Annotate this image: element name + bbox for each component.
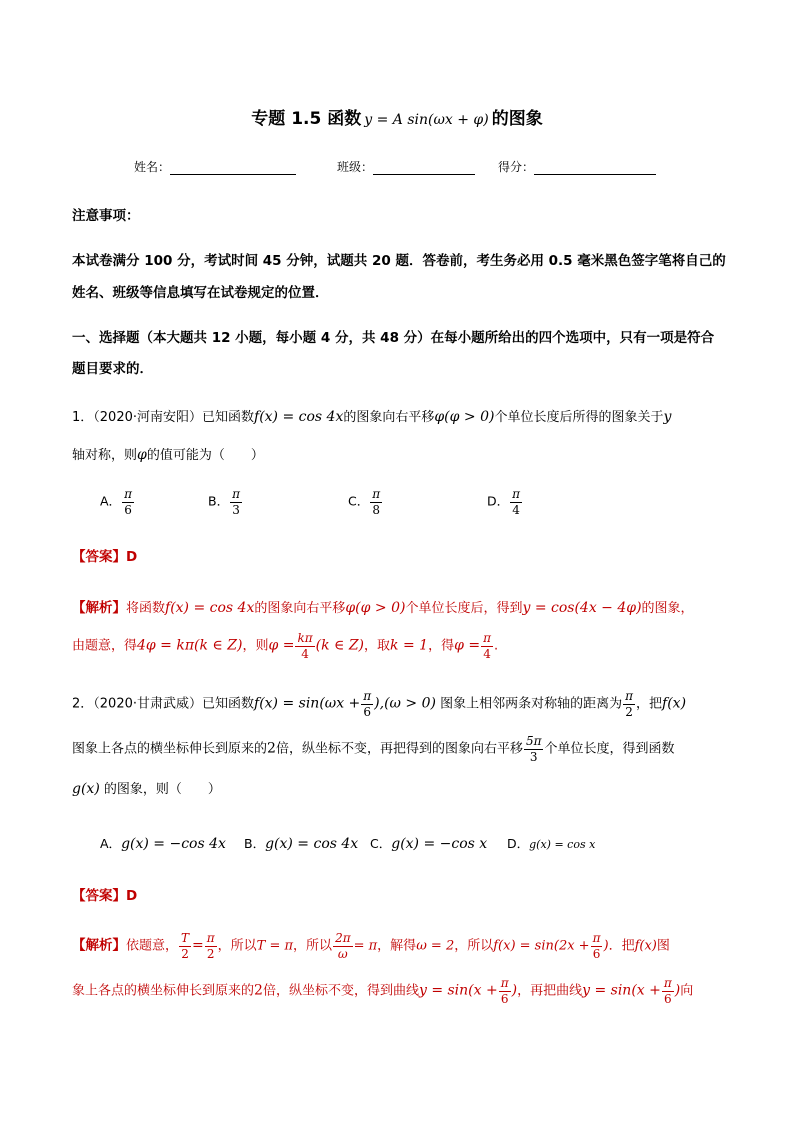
analysis-text: ，得 xyxy=(428,638,455,654)
frac-den: 6 xyxy=(592,946,601,961)
q2-formula: f(x) xyxy=(662,695,687,712)
q1-stem-line-1 xyxy=(72,406,671,425)
frac-num: π xyxy=(512,487,521,501)
frac-num: π xyxy=(483,631,491,645)
q2-text: ，把 xyxy=(636,696,663,712)
q1-option-b[interactable] xyxy=(208,488,243,516)
option-label: D． xyxy=(507,836,530,851)
analysis-formula: y = sin(x + xyxy=(582,982,661,999)
analysis-label: 【解析】 xyxy=(72,600,126,616)
frac-den: 4 xyxy=(301,646,309,661)
q1-source: （2020·河南安阳） xyxy=(93,410,202,425)
q2-formula: 2 xyxy=(267,740,276,757)
analysis-formula: k = 1 xyxy=(390,637,429,654)
class-blank[interactable] xyxy=(373,160,475,175)
analysis-formula: φ(φ > 0) xyxy=(345,600,406,616)
q1-text: 的值可能为（ ） xyxy=(146,448,264,463)
q2-formula: f(x) = sin(ωx + xyxy=(254,695,361,712)
section-heading-line-2: 题目要求的． xyxy=(72,361,153,377)
q2-text: 倍，纵坐标不变，再把得到的图象向右平移 xyxy=(275,741,523,757)
q1-formula-phi: φ(φ > 0) xyxy=(434,409,495,425)
q2-fraction xyxy=(524,735,544,763)
frac-den: 8 xyxy=(372,502,380,517)
frac-num: π xyxy=(232,487,240,501)
section-heading-line-1: 一、选择题（本大题共 12 小题，每小题 4 分，共 48 分）在每小题所给出的四个选项中，只有一项是符合 xyxy=(72,330,715,346)
analysis-fraction xyxy=(591,932,603,960)
analysis-text: 的图象向右平移 xyxy=(254,601,346,616)
analysis-label: 【解析】 xyxy=(72,937,126,954)
q1-formula-f: f(x) = cos 4x xyxy=(254,409,344,425)
notice-heading: 注意事项： xyxy=(72,208,140,224)
q2-option-d[interactable] xyxy=(507,834,595,852)
q2-analysis-line-1 xyxy=(72,932,670,960)
analysis-text: 的图象， xyxy=(641,601,694,616)
analysis-formula: f(x) xyxy=(634,938,657,954)
answer-value: D xyxy=(126,549,138,565)
frac-num: π xyxy=(372,487,381,501)
q2-formula: g(x) xyxy=(72,781,100,797)
frac-den: 4 xyxy=(512,502,520,517)
analysis-formula: 2 xyxy=(254,982,263,999)
analysis-formula: = π xyxy=(353,938,378,954)
analysis-text: . xyxy=(493,638,499,654)
q1-answer xyxy=(72,545,137,565)
score-field xyxy=(498,158,656,175)
option-label: B． xyxy=(208,493,230,509)
q1-analysis-line-2 xyxy=(72,632,498,660)
q2-answer xyxy=(72,884,137,904)
q1-text: 已知函数 xyxy=(202,410,255,425)
analysis-fraction xyxy=(205,932,217,960)
option-fraction xyxy=(370,488,382,516)
analysis-formula: φ = xyxy=(268,637,295,654)
q1-option-d[interactable] xyxy=(487,488,523,516)
analysis-text: ，则 xyxy=(242,638,269,654)
q1-formula-phi2: φ xyxy=(137,447,147,463)
q2-fraction xyxy=(623,690,635,718)
analysis-text: 象上各点的横坐标伸长到原来的 xyxy=(72,983,255,999)
score-blank[interactable] xyxy=(534,160,656,175)
analysis-formula: 4φ = kπ(k ∈ Z) xyxy=(137,637,243,654)
q2-stem-line-3 xyxy=(72,778,221,797)
analysis-text: ．把 xyxy=(608,938,635,954)
name-field xyxy=(134,158,296,175)
q2-number: 2． xyxy=(72,696,94,712)
option-label: D． xyxy=(487,493,510,509)
q1-analysis-line-1 xyxy=(72,596,694,616)
frac-num: T xyxy=(181,931,190,945)
frac-den: 2 xyxy=(181,946,189,961)
analysis-text: ，所以 xyxy=(217,938,257,954)
analysis-text: 由题意，得 xyxy=(72,638,138,654)
frac-den: 2 xyxy=(206,946,215,961)
q1-text: 的图象向右平移 xyxy=(343,410,435,425)
q2-analysis-line-2 xyxy=(72,977,693,1005)
analysis-text: ，取 xyxy=(364,638,391,654)
option-formula: g(x) = cos 4x xyxy=(265,836,359,852)
frac-den: 6 xyxy=(500,991,509,1006)
analysis-text: 将函数 xyxy=(126,601,166,616)
frac-den: ω xyxy=(337,946,348,961)
q2-stem-line-1 xyxy=(72,690,686,718)
title-prefix: 专题 1.5 函数 xyxy=(251,109,362,129)
analysis-text: 图 xyxy=(656,938,670,954)
analysis-text: 向 xyxy=(680,983,694,999)
notice-line-1: 本试卷满分 100 分，考试时间 45 分钟，试题共 20 题．答卷前，考生务必用 0.5 毫米黑色签字笔将自己的 xyxy=(72,253,726,269)
analysis-formula: ) xyxy=(603,938,609,954)
analysis-formula: f(x) = cos 4x xyxy=(165,600,255,616)
q1-option-a[interactable] xyxy=(100,488,135,516)
q1-number: 1． xyxy=(72,410,94,425)
title-formula: y = A sin(ωx + φ) xyxy=(364,112,489,128)
q2-text: 的图象，则（ ） xyxy=(103,782,221,797)
q2-stem-line-2 xyxy=(72,735,675,763)
option-label: C． xyxy=(370,836,392,851)
analysis-formula: ) xyxy=(674,982,681,999)
name-blank[interactable] xyxy=(170,160,296,175)
analysis-text: ，解得 xyxy=(377,938,417,954)
class-label: 班级： xyxy=(337,160,374,174)
analysis-text: 个单位长度后，得到 xyxy=(405,601,523,616)
option-formula: g(x) = cos x xyxy=(529,838,596,851)
analysis-formula: y = cos(4x − 4φ) xyxy=(522,600,642,616)
frac-num: π xyxy=(500,976,509,990)
analysis-fraction xyxy=(481,632,493,660)
option-label: B． xyxy=(244,836,266,851)
analysis-formula: y = sin(x + xyxy=(418,982,498,999)
q2-source: （2020·甘肃武威） xyxy=(93,696,202,712)
analysis-text: 依题意， xyxy=(126,938,179,954)
frac-num: π xyxy=(625,689,634,703)
analysis-fraction xyxy=(333,932,353,960)
frac-num: kπ xyxy=(297,631,313,645)
page-title xyxy=(0,104,794,129)
q2-option-b[interactable] xyxy=(244,834,358,852)
title-suffix: 的图象 xyxy=(491,109,543,129)
frac-num: π xyxy=(206,931,215,945)
analysis-text: 倍，纵坐标不变，得到曲线 xyxy=(262,983,419,999)
analysis-fraction xyxy=(295,632,314,660)
analysis-text: ，所以 xyxy=(293,938,333,954)
option-fraction xyxy=(122,488,134,516)
analysis-formula: ) xyxy=(511,982,518,999)
frac-num: π xyxy=(663,976,672,990)
analysis-formula: (k ∈ Z) xyxy=(315,637,365,654)
score-label: 得分： xyxy=(498,160,535,174)
q1-stem-line-2 xyxy=(72,444,264,463)
frac-den: 4 xyxy=(483,646,491,661)
frac-den: 2 xyxy=(625,704,633,719)
frac-num: π xyxy=(363,689,372,703)
analysis-text: ，再把曲线 xyxy=(517,983,583,999)
answer-value: D xyxy=(126,888,138,904)
q2-fraction xyxy=(361,690,373,718)
analysis-formula: = xyxy=(192,937,204,954)
q2-text: 图象上各点的横坐标伸长到原来的 xyxy=(72,741,268,757)
option-fraction xyxy=(510,488,522,516)
option-label: A． xyxy=(100,836,122,851)
q2-text: 已知函数 xyxy=(202,696,255,712)
q2-option-c[interactable] xyxy=(370,834,487,852)
analysis-fraction xyxy=(499,977,511,1005)
analysis-fraction xyxy=(179,932,191,960)
analysis-text: ，所以 xyxy=(454,938,494,954)
frac-num: 5π xyxy=(525,734,542,748)
q1-formula-y: y xyxy=(663,409,672,425)
frac-den: 6 xyxy=(663,991,672,1006)
answer-label: 【答案】 xyxy=(72,549,126,565)
analysis-formula: φ = xyxy=(454,637,481,654)
frac-den: 6 xyxy=(363,704,372,719)
analysis-fraction xyxy=(662,977,674,1005)
frac-den: 3 xyxy=(232,502,240,517)
option-fraction xyxy=(230,488,242,516)
option-formula: g(x) = −cos x xyxy=(391,836,488,852)
q2-text: 图象上相邻两条对称轴的距离为 xyxy=(440,696,623,712)
analysis-formula: f(x) = sin(2x + xyxy=(493,938,590,954)
q2-option-a[interactable] xyxy=(100,834,226,852)
option-label: C． xyxy=(348,493,370,509)
answer-label: 【答案】 xyxy=(72,888,126,904)
frac-den: 3 xyxy=(529,749,538,764)
q1-text: 轴对称，则 xyxy=(72,448,138,463)
frac-num: 2π xyxy=(335,931,351,945)
q1-text: 个单位长度后所得的图象关于 xyxy=(494,410,664,425)
analysis-formula: ω = 2 xyxy=(416,938,455,954)
class-field xyxy=(337,158,475,175)
notice-line-2: 姓名、班级等信息填写在试卷规定的位置． xyxy=(72,285,329,301)
q2-formula: ),(ω > 0) xyxy=(374,695,436,712)
name-label: 姓名： xyxy=(134,160,171,174)
q1-option-c[interactable] xyxy=(348,488,383,516)
q2-text: 个单位长度，得到函数 xyxy=(544,741,675,757)
frac-den: 6 xyxy=(124,502,132,517)
frac-num: π xyxy=(592,931,601,945)
frac-num: π xyxy=(124,487,132,501)
analysis-formula: T = π xyxy=(256,938,294,954)
option-label: A． xyxy=(100,493,122,509)
option-formula: g(x) = −cos 4x xyxy=(121,836,226,852)
